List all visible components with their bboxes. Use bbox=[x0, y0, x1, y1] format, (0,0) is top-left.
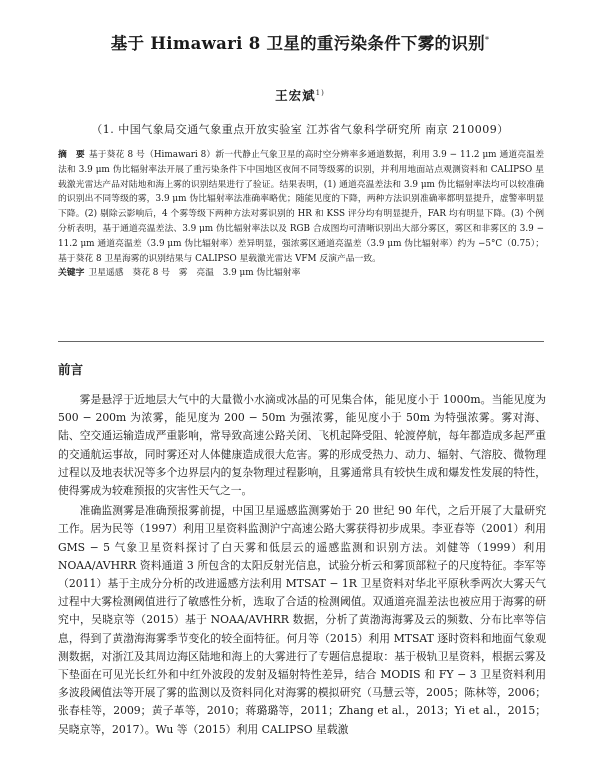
body-paragraph: 雾是悬浮于近地层大气中的大量微小水滴或冰晶的可见集合体，能见度小于 1000m。当能见度为 500 − 200m 为浓雾，能见度为 200 − 50m 为强浓雾，能见度小于 50m 为特强浓雾。雾对海、陆、空交通运输造成严重影响，常导致高速公路关闭、飞机起降受阻、轮渡停航，每年都造成多起严重的交通航运事故，同时雾还对人体健康造成很大危害。雾的形成受热力、动力、辐射、气溶胶、微物理过程以及地表状况等多个边界层内的复杂物理过程影响，且雾通常具有较快生成和爆发性发展的特性，使得雾成为较难预报的灾害性天气之一。 bbox=[58, 393, 546, 498]
title-text: 基于 Himawari 8 卫星的重污染条件下雾的识别 bbox=[110, 34, 485, 53]
keywords-line bbox=[58, 266, 544, 281]
abstract-label: 摘 要 bbox=[58, 150, 85, 160]
abstract-block bbox=[58, 148, 544, 281]
author-line bbox=[0, 86, 600, 104]
section-divider bbox=[58, 341, 544, 342]
keywords-text: 卫星遥感 葵花 8 号 雾 亮温 3.9 μm 伪比辐射率 bbox=[88, 268, 301, 279]
affiliation: （1. 中国气象局交通气象重点开放实验室 江苏省气象科学研究所 南京 210009） bbox=[91, 123, 509, 136]
author-name: 王宏斌 bbox=[275, 88, 316, 103]
section-heading: 前言 bbox=[58, 362, 84, 377]
body-text bbox=[58, 391, 546, 741]
author-affiliation-mark: 1) bbox=[315, 88, 325, 97]
body-paragraph: 准确监测雾是准确预报雾前提，中国卫星遥感监测雾始于 20 世纪 90 年代，之后开展了大量研究工作。居为民等（1997）利用卫星资料监测沪宁高速公路大雾获得初步成果。李亚春等（2001）利用 GMS − 5 气象卫星资料探讨了白天雾和低层云的遥感监测和识别方法。刘健等（1999）利用 NOAA/AVHRR 资料通道 3 所包含的太阳反射光信息，试验分析云和雾顶部粒子的尺度特征。李军等（2011）基于主成分分析的改进遥感方法利用 MTSAT − 1R 卫星资料对华北平原秋季两次大雾天气过程中大雾检测阈值进行了敏感性分析，选取了合适的检测阈值。双通道亮温差法也被应用于海雾的研究中，吴晓京等（2015）基于 NOAA/AVHRR 数据，分析了黄渤海海雾及云的频数、分布比率等信息，得到了黄渤海海雾季节变化的较全面特征。何月等（2015）利用 MTSAT 逐时资料和地面气象观测数据，对浙江及其周边海区陆地和海上的大雾进行了专题信息提取：基于极轨卫星资料，根据云雾及下垫面在可见光长红外和中红外波段的发射及辐射特性差异，结合 MODIS 和 FY − 3 卫星资料利用多波段阈值法等开展了雾的监测以及资料同化对海雾的模拟研究（马慧云等，2005；陈林等，2006；张春桂等，2009；黄子革等，2010；蒋璐璐等，2011；Zhang et al.，2013；Yi et al.，2015；吴晓京等，2017）。Wu 等（2015）利用 CALIPSO 星载激 bbox=[58, 504, 546, 736]
keywords-label: 关键字 bbox=[58, 268, 85, 279]
abstract-text: 基于葵花 8 号（Himawari 8）新一代静止气象卫星的高时空分辨率多通道数据，利用 3.9 − 11.2 μm 通道亮温差法和 3.9 μm 伪比辐射率法开展了重污染条件下中国地区夜间不同等级雾的识别，并利用地面站点观测资料和 CALIPSO 星载激光雷达产品对陆地和海上雾的识别结果进行了验证。结果表明，(1) 通道亮温差法和 3.9 μm 伪比辐射率法均可以较准确的识别出不同等级的雾，3.9 μm 伪比辐射率法准确率略优；随能见度的下降，两种方法识别准确率都明显提升，虚警率明显下降。(2) 剔除云影响后，4 个雾等级下两种方法对雾识别的 HR 和 KSS 评分均有明显提升，FAR 均有明显下降。(3) 个例分析表明，基于通道亮温差法、3.9 μm 伪比辐射率法以及 RGB 合成图均可清晰识别出大部分雾区，雾区和非雾区的 3.9 − 11.2 μm 通道亮温差（3.9 μm 伪比辐射率）差异明显，强浓雾区通道亮温差（3.9 μm 伪比辐射率）约为 −5°C（0.75）；基于葵花 8 卫星海雾的识别结果与 CALIPSO 星载激光雷达 VFM 反演产品一致。 bbox=[58, 150, 544, 264]
abstract-paragraph bbox=[58, 148, 544, 266]
title-footnote-mark: * bbox=[484, 35, 490, 45]
paper-title bbox=[0, 30, 600, 54]
